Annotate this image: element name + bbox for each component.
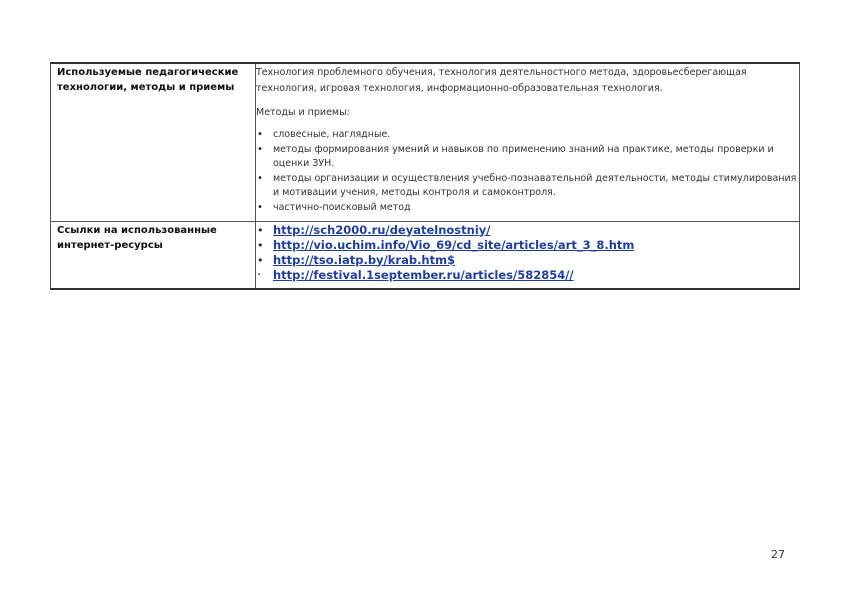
row-label-cell: [51, 63, 256, 221]
resource-link[interactable]: http://tso.iatp.by/krab.htm$: [273, 252, 456, 267]
table-row: [51, 221, 800, 289]
technologies-text: Технология проблемного обучения, технология деятельностного метода, здоровьесберегающая технология, игровая технология, информационно-образовательная технология.: [256, 67, 747, 94]
resource-link[interactable]: http://vio.uchim.info/Vio_69/cd_site/articles/art_3_8.htm: [273, 237, 635, 252]
resource-link[interactable]: http://festival.1september.ru/articles/582854//: [273, 267, 574, 282]
row-content-cell: [256, 221, 800, 289]
list-item: [256, 238, 799, 253]
table-row: [51, 63, 800, 221]
methods-title: Методы и приемы:: [256, 107, 350, 118]
list-item: [256, 268, 799, 283]
resource-link[interactable]: http://sch2000.ru/deyatelnostniy/: [273, 222, 491, 237]
list-item: [256, 253, 799, 268]
page-number: 27: [771, 548, 785, 561]
row-label-technologies: Используемые педагогические технологии, методы и приемы: [57, 67, 239, 93]
document-table: [50, 62, 800, 290]
links-list: [256, 223, 799, 283]
methods-list: [256, 128, 799, 215]
list-item: • методы формирования умений и навыков по применению знаний на практике, методы проверки и оценки ЗУН.: [256, 143, 799, 172]
list-item: • словесные, наглядные.: [256, 128, 799, 143]
row-content-cell: [256, 63, 800, 221]
list-item: [256, 223, 799, 238]
list-item: • частично-поисковый метод: [256, 201, 799, 216]
row-label-cell: [51, 221, 256, 289]
row-label-links: Ссылки на использованные интернет-ресурсы: [57, 224, 217, 251]
list-item: • методы организации и осуществления учебно-познавательной деятельности, методы стимулирования и мотивации учения, методы контроля и самоконтроля.: [256, 172, 799, 201]
